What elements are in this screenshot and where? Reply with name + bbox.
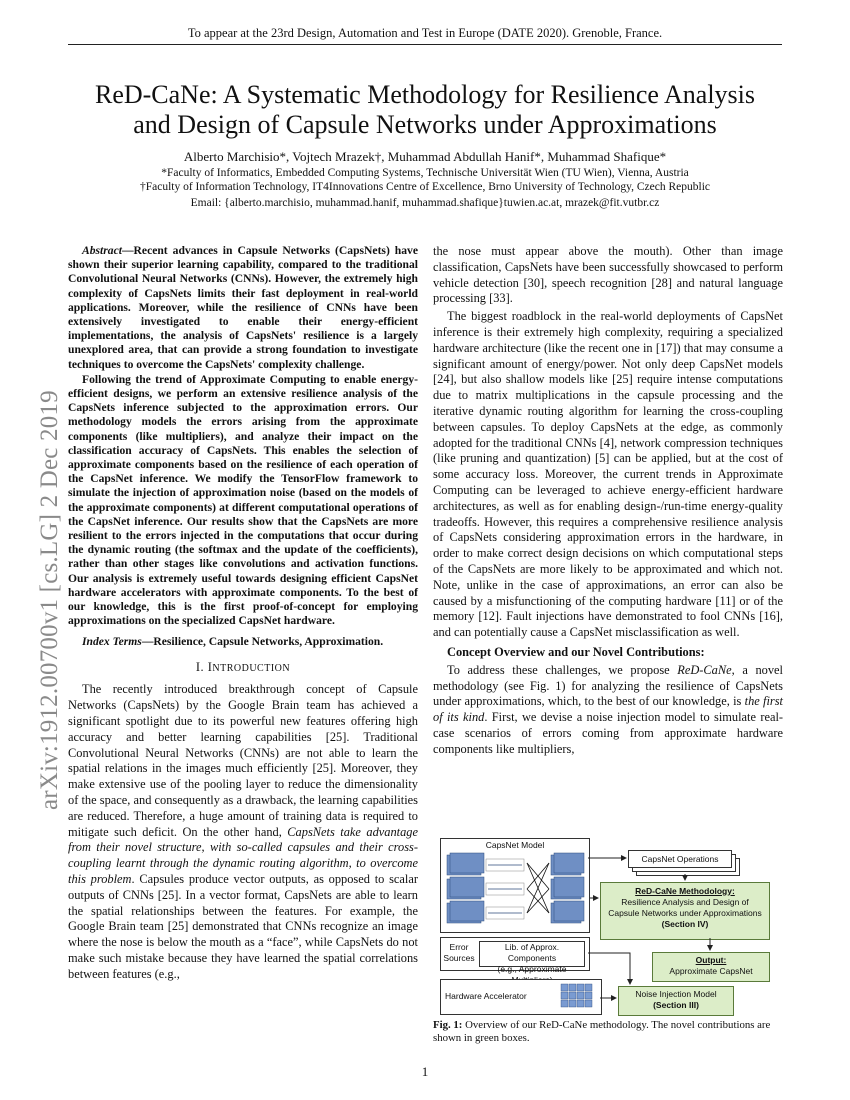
approx-library-box xyxy=(479,941,585,974)
left-column xyxy=(68,244,418,985)
output-value: Approximate CapsNet xyxy=(669,966,753,976)
abstract xyxy=(68,244,418,650)
affiliation-1: *Faculty of Informatics, Embedded Computing Systems, Technische Universität Wien (TU Wien), Vienna, Austria xyxy=(161,167,689,179)
figure-1 xyxy=(440,838,785,1018)
page-number: 1 xyxy=(421,1064,429,1079)
methodology-box xyxy=(600,882,770,940)
noise-injection-section: (Section III) xyxy=(653,1000,699,1010)
methodology-line-1: Resilience Analysis and Design of xyxy=(621,897,749,907)
index-terms: —Resilience, Capsule Networks, Approximation. xyxy=(141,635,384,649)
caption-text: Overview of our ReD-CaNe methodology. The novel contributions are shown in green boxes. xyxy=(433,1019,771,1044)
header-rule xyxy=(68,44,782,45)
noise-injection-box xyxy=(618,986,734,1016)
capsnet-layers-illustration xyxy=(441,851,589,931)
paper-title xyxy=(60,80,790,140)
abstract-p2: Following the trend of Approximate Computing to enable energy-efficient designs, we perform an extensive resilience analysis of the CapsNets inference subjected to the approximation errors. Our methodology models the errors arising from the approximate components (like multipliers), and analyze their impact on the classification accuracy of CapsNets. This enables the selection of approximate components based on the resilience of each operation of the CapsNet inference. We modify the TensorFlow framework to simulate the injection of approximation noise (based on the models of the approximate components) at different computational operations of the CapsNet inference. Our results show that the CapsNets are more resilient to the errors injected in the computations that occur during the dynamic routing (the softmax and the update of the coefficients), rather than other stages like convolutions and activation functions. Our analysis is extremely useful towards designing efficient CapsNet hardware accelerators with approximate components. To the best of our knowledge, this is the first proof-of-concept for employing approximations on the specialized CapsNet hardware. xyxy=(68,372,418,628)
noise-injection-label: Noise Injection Model xyxy=(635,989,717,999)
output-title: Output: xyxy=(695,955,727,965)
error-sources-label: Error Sources xyxy=(443,942,475,963)
section-heading-introduction: I. INTRODUCTION xyxy=(195,659,291,674)
intro-paragraph-3: The biggest roadblock in the real-world deployments of CapsNet inference is their extremely high complexity, requiring a specialized hardware architecture (like the recent one in [17]) that may consume a significant amount of energy/power. Not only deep CapsNet models [24], but also shallow models like [25] require intense computations due to matrix multiplications in the capsule processing and the iterative dynamic routing algorithm for learning the cross-coupling between capsules. To deploy CapsNets at the edge, as commonly adopted for the traditional CNNs [4], network compression techniques (like pruning and quantization) [5] can be applied, but at the cost of some accuracy loss. Moreover, the current trends in Approximate Computing can be leveraged to achieve energy-efficient hardware architectures, as well as for enabling design-/run-time energy-quality tradeoffs. However, this requires a comprehensive resilience analysis of CapsNets considering approximation errors in the hardware, in order to make correct design decisions on which computational steps of the CapsNets are more likely to be approximated and which not. Note, unlike in the case of approximations, an error can also be caused by a misfunctioning of the computing hardware [11] or of the memory [12]. Fault injections have demonstrated to fool CNNs [16], and can potentially cause a CapsNet misclassification as well. xyxy=(433,309,783,640)
output-box xyxy=(652,952,770,982)
approx-library-line-2: (e.g., Approximate xyxy=(497,964,567,974)
intro-paragraph-4: To address these challenges, we propose ReD-CaNe, a novel methodology (see Fig. 1) for analyzing the resilience of CapsNets under approximations, which, to the best of our knowledge, is the first of its kind. First, we devise a noise injection model to simulate real-case scenarios of errors coming from approximate hardware components like multipliers, xyxy=(433,662,784,756)
title-line-2: and Design of Capsule Networks under Approximations xyxy=(133,110,717,139)
capsnet-model-label: CapsNet Model xyxy=(485,840,545,850)
methodology-title: ReD-CaNe Methodology: xyxy=(635,886,735,896)
email-line: Email: {alberto.marchisio, muhammad.hanif, muhammad.shafique}tuwien.ac.at, mrazek@fit.vutbr.cz xyxy=(190,197,660,209)
capsnet-model-box xyxy=(440,838,590,933)
abstract-label: Abstract xyxy=(82,244,122,257)
index-terms-label: Index Terms xyxy=(82,635,142,649)
venue-line: To appear at the 23rd Design, Automation and Test in Europe (DATE 2020). Grenoble, France. xyxy=(187,26,663,40)
hardware-accelerator-box xyxy=(440,979,602,1015)
abstract-p1: —Recent advances in Capsule Networks (CapsNets) have shown their superior learning capability, compared to the traditional Convolutional Neural Networks (CNNs). However, the extremely high complexity of CapsNets limits their fast deployment in real-world applications. Moreover, while the resilience of CNNs have been extensively investigated to enable their energy-efficient implementations, the analysis of CapsNets' resilience is a largely unexplored area, that can provide a strong foundation to investigate techniques to overcome the CapsNets' complexity challenge. xyxy=(68,244,418,371)
methodology-section: (Section IV) xyxy=(661,919,709,929)
chip-grid-icon xyxy=(559,982,595,1010)
methodology-line-2: Capsule Networks under Approximations xyxy=(608,908,762,918)
hardware-accelerator-label: Hardware Accelerator xyxy=(445,991,527,1001)
affiliation-2: †Faculty of Information Technology, IT4Innovations Centre of Excellence, Brno University of Technology, Czech Republic xyxy=(139,181,711,193)
arxiv-stamp: arXiv:1912.00700v1 [cs.LG] 2 Dec 2019 xyxy=(36,390,63,810)
figure-caption xyxy=(433,1019,785,1045)
right-column xyxy=(433,244,783,760)
intro-paragraph-1: The recently introduced breakthrough concept of Capsule Networks (CapsNets) by the Google Brain team has achieved a significant spotlight due to its powerful new features offering high accuracy and better learning capabilities [25]. Traditional Convolutional Neural Networks (CNNs) are not able to learn the spatial relations in the images much efficiently [25]. Moreover, they make extensive use of the pooling layer to reduce the dimensionality of the space, and consequently as a drawback, the learning capabilities are reduced. Therefore, a huge amount of training data is required to mitigate such deficit. On the other hand, CapsNets take advantage from their novel structure, with so-called capsules and their cross-coupling learnt through the dynamic routing algorithm, to overcome this problem. Capsules produce vector outputs, as opposed to scalar outputs of CNNs [25]. In a vector format, CapsNets are able to learn the spatial relationships between the features. For example, the Google Brain team [25] demonstrated that CNNs recognize an image where the nose is below the mouth as a “face”, while CapsNets do not make such mistake because they have learned the spatial correlations between features (e.g., xyxy=(68,682,418,981)
intro-paragraph-2: the nose must appear above the mouth). Other than image classification, CapsNets have been successfully showcased to perform vehicle detection [30], speech recognition [28] and natural language processing [33]. xyxy=(433,244,783,306)
caption-label: Fig. 1: xyxy=(433,1019,463,1031)
title-line-1: ReD-CaNe: A Systematic Methodology for Resilience Analysis xyxy=(94,80,756,109)
error-sources-box xyxy=(440,937,590,974)
contributions-heading: Concept Overview and our Novel Contributions: xyxy=(447,644,705,659)
approx-library-line-1: Lib. of Approx. Components xyxy=(504,942,560,963)
capsnet-operations-box: CapsNet Operations xyxy=(628,850,732,868)
author-list: Alberto Marchisio*, Vojtech Mrazek†, Muhammad Abdullah Hanif*, Muhammad Shafique* xyxy=(183,149,667,164)
